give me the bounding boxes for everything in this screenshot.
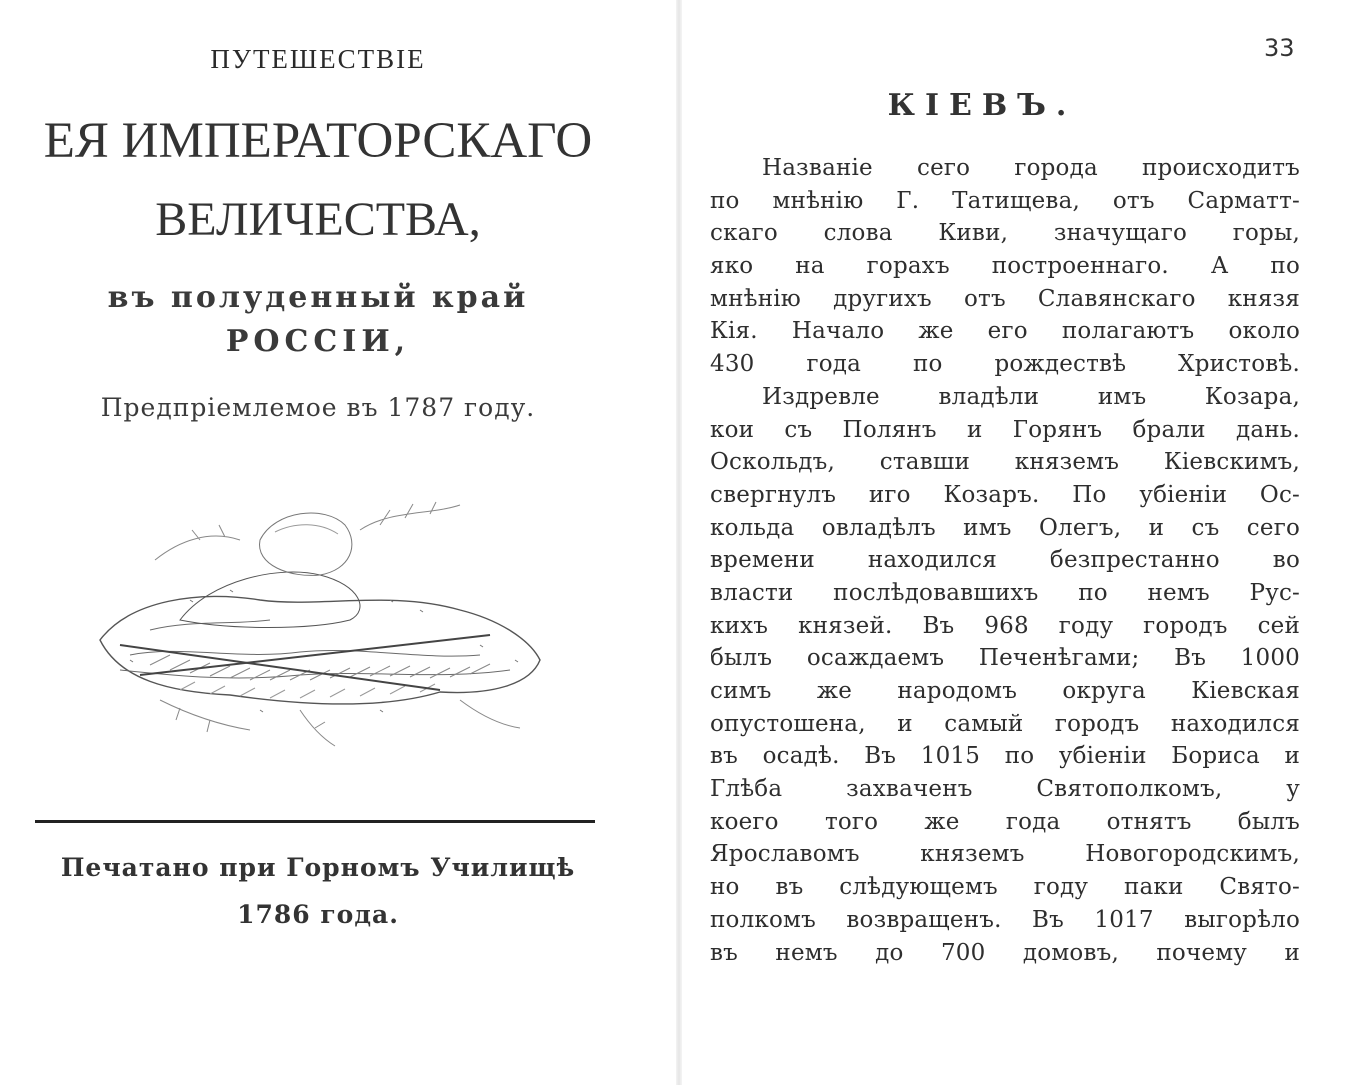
imprint-line-year: 1786 года.: [237, 900, 399, 929]
chapter-heading: КІЕВЪ.: [887, 88, 1077, 123]
title-line-undertaken: Предпріемлемое въ 1787 году.: [100, 393, 536, 422]
text-line: скаго слова Киви, значущаго горы,: [710, 220, 1300, 247]
text-line: кольда овладѣлъ имъ Олегъ, и съ сего: [710, 514, 1300, 541]
divider-rule: [35, 820, 595, 823]
text-line: Ярославомъ княземъ Новогородскимъ,: [710, 841, 1300, 868]
text-line: но въ слѣдующемъ году паки Свято-: [710, 874, 1300, 901]
text-line: Названіе сего города происходитъ: [762, 155, 1300, 181]
text-line: яко на горахъ построеннаго. А по: [710, 253, 1300, 280]
text-line: по мнѣнію Г. Татищева, отъ Сарматт-: [710, 187, 1300, 214]
text-line: власти послѣдовавшихъ по немъ Рус-: [710, 579, 1300, 606]
text-line: кихъ князей. Въ 968 году городъ сей: [710, 612, 1300, 639]
title-line-travel: ПУТЕШЕСТВІЕ: [210, 44, 426, 74]
body-text: [710, 152, 1300, 969]
text-line: Кія. Начало же его полагаютъ около: [710, 318, 1300, 345]
text-line: Оскольдъ, ставши княземъ Кіевскимъ,: [710, 449, 1300, 476]
imprint-line-printed: Печатано при Горномъ Училищѣ: [60, 853, 576, 882]
text-line: былъ осаждаемъ Печенѣгами; Въ 1000: [710, 645, 1300, 672]
text-line: въ осадѣ. Въ 1015 по убіеніи Бориса и: [710, 743, 1300, 770]
title-line-majesty: ВЕЛИЧЕСТВА,: [155, 193, 481, 246]
vignette-engraving: [60, 470, 580, 770]
text-line: времени находился безпрестанно во: [710, 547, 1300, 574]
title-page: [0, 0, 676, 1085]
text-line: свергнулъ иго Козаръ. По убіеніи Ос-: [710, 481, 1300, 508]
text-line: Глѣба захваченъ Святополкомъ, у: [710, 776, 1300, 803]
text-line: мнѣнію другихъ отъ Славянскаго князя: [710, 285, 1300, 312]
text-line: 430 года по рождествѣ Христовѣ.: [710, 351, 1300, 378]
text-line: кои съ Полянъ и Горянъ брали дань.: [710, 416, 1300, 443]
text-line: опустошена, и самый городъ находился: [710, 710, 1300, 737]
text-page: [682, 0, 1360, 1085]
title-line-imperial: ЕЯ ИМПЕРАТОРСКАГО: [43, 113, 593, 169]
title-line-southern-region: въ полуденный край: [107, 280, 529, 315]
text-line: Издревле владѣли имъ Козара,: [762, 383, 1300, 410]
text-line: полкомъ возвращенъ. Въ 1017 выгорѣло: [710, 906, 1300, 933]
text-line: въ немъ до 700 домовъ, почему и: [710, 939, 1300, 966]
text-line: симъ же народомъ округа Кіевская: [710, 678, 1300, 704]
text-line: коего того же года отнятъ былъ: [710, 808, 1300, 835]
page-number: 33: [1264, 34, 1295, 62]
title-line-russia: РОССІИ,: [225, 324, 411, 359]
